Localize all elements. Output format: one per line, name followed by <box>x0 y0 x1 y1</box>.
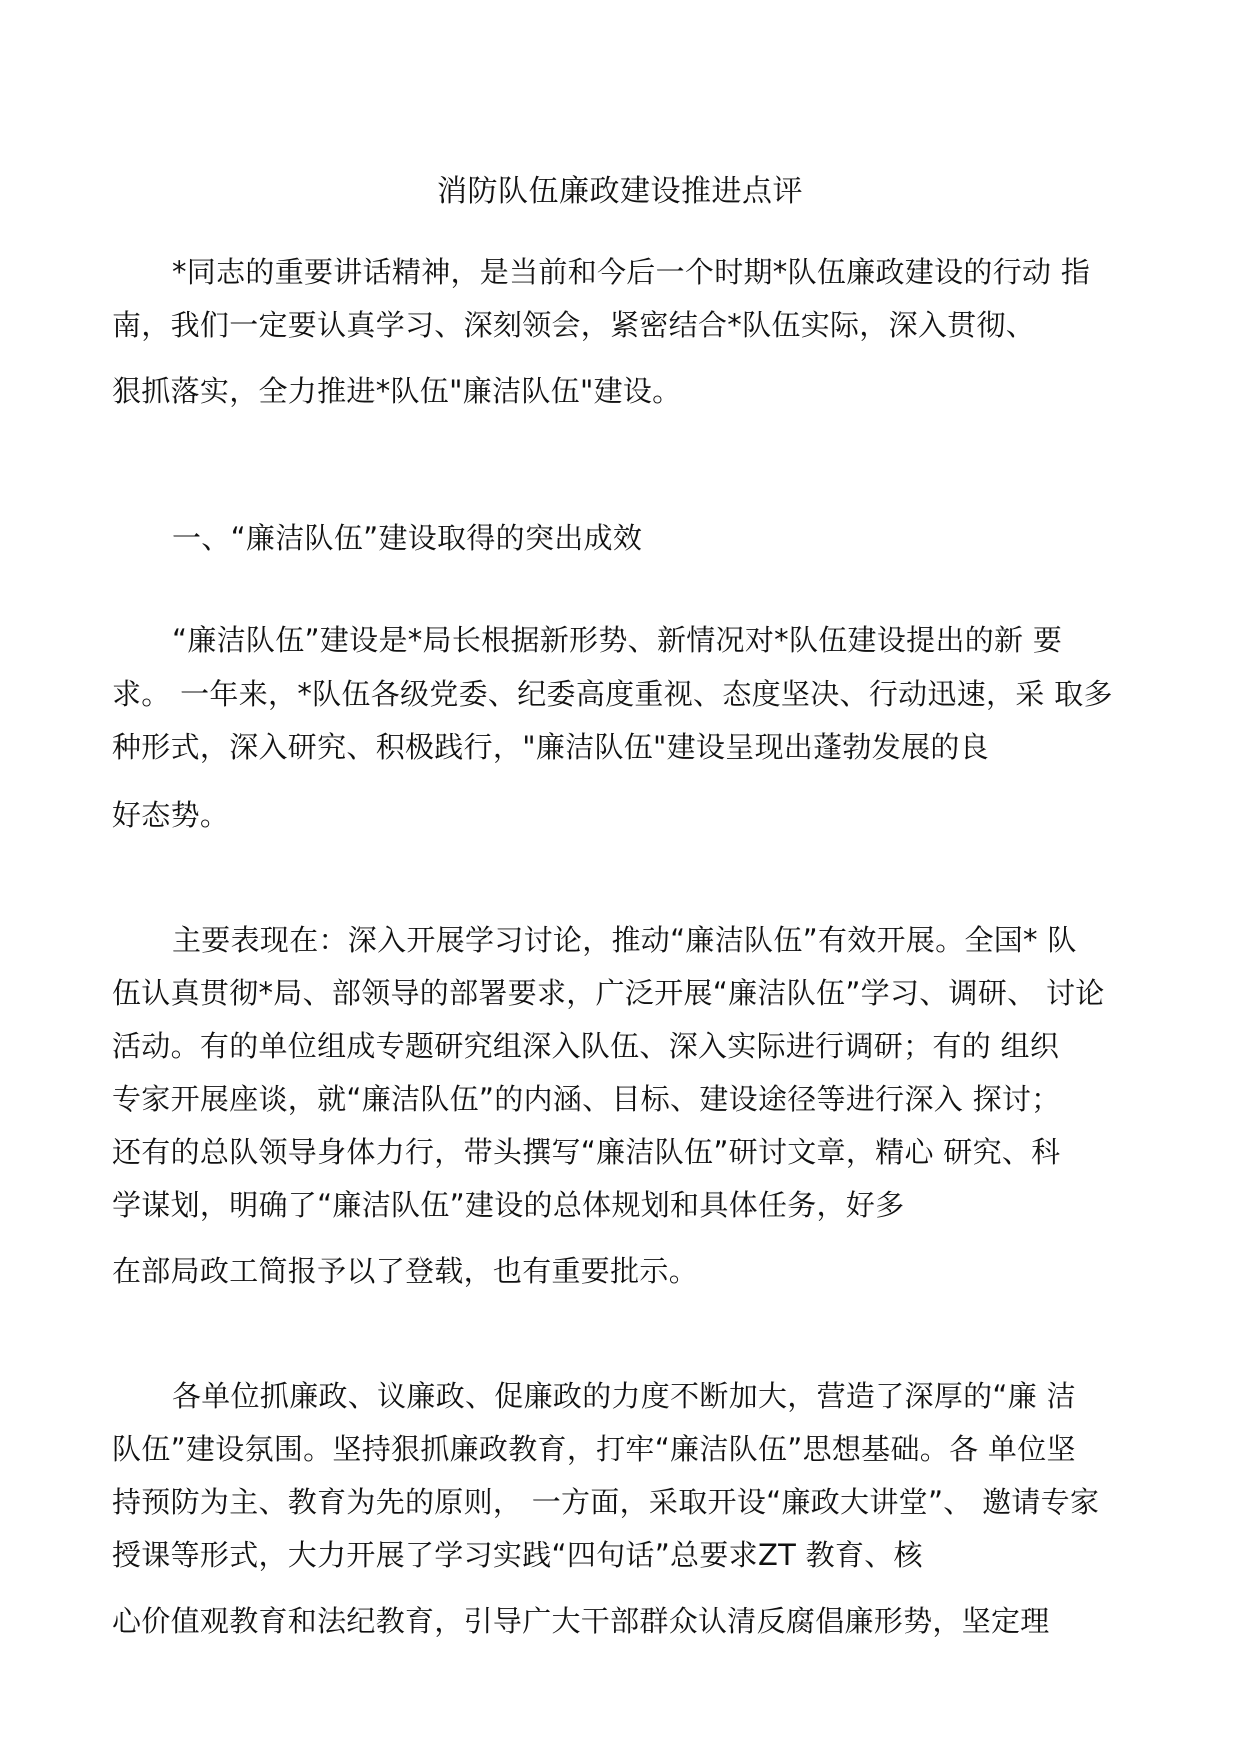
paragraph-3-line-5: 还有的总队领导身体力行，带头撰写“廉洁队伍”研讨文章，精心 研究、科 <box>112 1135 1061 1169</box>
paragraph-2-line-2: 求。 一年来，*队伍各级党委、纪委高度重视、态度坚决、行动迅速，采 取多 <box>112 677 1113 711</box>
document-title: 消防队伍廉政建设推进点评 <box>437 174 803 209</box>
paragraph-2-line-4: 好态势。 <box>112 798 230 832</box>
paragraph-1-line-1: *同志的重要讲话精神，是当前和今后一个时期*队伍廉政建设的行动 指 <box>172 255 1091 289</box>
paragraph-1-line-3: 狠抓落实，全力推进*队伍"廉洁队伍"建设。 <box>112 374 682 408</box>
paragraph-1-line-2: 南，我们一定要认真学习、深刻领会，紧密结合*队伍实际，深入贯彻、 <box>112 308 1036 342</box>
paragraph-2-line-1: “廉洁队伍”建设是*局长根据新形势、新情况对*队伍建设提出的新 要 <box>172 623 1063 657</box>
section-heading-1: 一、“廉洁队伍”建设取得的突出成效 <box>172 521 643 555</box>
paragraph-4-line-5: 心价值观教育和法纪教育，引导广大干部群众认清反腐倡廉形势，坚定理 <box>112 1604 1050 1638</box>
paragraph-4-line-2: 队伍”建设氛围。坚持狠抓廉政教育，打牢“廉洁队伍”思想基础。各 单位坚 <box>112 1432 1076 1466</box>
paragraph-3-line-1: 主要表现在：深入开展学习讨论，推动“廉洁队伍”有效开展。全国* 队 <box>172 923 1077 957</box>
paragraph-3-line-6: 学谋划，明确了“廉洁队伍”建设的总体规划和具体任务，好多 <box>112 1188 905 1222</box>
paragraph-3-line-7: 在部局政工简报予以了登载，也有重要批示。 <box>112 1254 699 1288</box>
paragraph-3-line-3: 活动。有的单位组成专题研究组深入队伍、深入实际进行调研；有的 组织 <box>112 1029 1060 1063</box>
paragraph-4-line-3: 持预防为主、教育为先的原则， 一方面，采取开设“廉政大讲堂”、 邀请专家 <box>112 1485 1100 1519</box>
paragraph-4-line-1: 各单位抓廉政、议廉政、促廉政的力度不断加大，营造了深厚的“廉 洁 <box>172 1379 1076 1413</box>
paragraph-3-line-4: 专家开展座谈，就“廉洁队伍”的内涵、目标、建设途径等进行深入 探讨； <box>112 1082 1061 1116</box>
paragraph-2-line-3: 种形式，深入研究、积极践行，"廉洁队伍"建设呈现出蓬勃发展的良 <box>112 730 989 764</box>
paragraph-4-line-4: 授课等形式，大力开展了学习实践“四句话”总要求ZT 教育、核 <box>112 1538 923 1572</box>
paragraph-3-line-2: 伍认真贯彻*局、部领导的部署要求，广泛开展“廉洁队伍”学习、调研、 讨论 <box>112 976 1105 1010</box>
